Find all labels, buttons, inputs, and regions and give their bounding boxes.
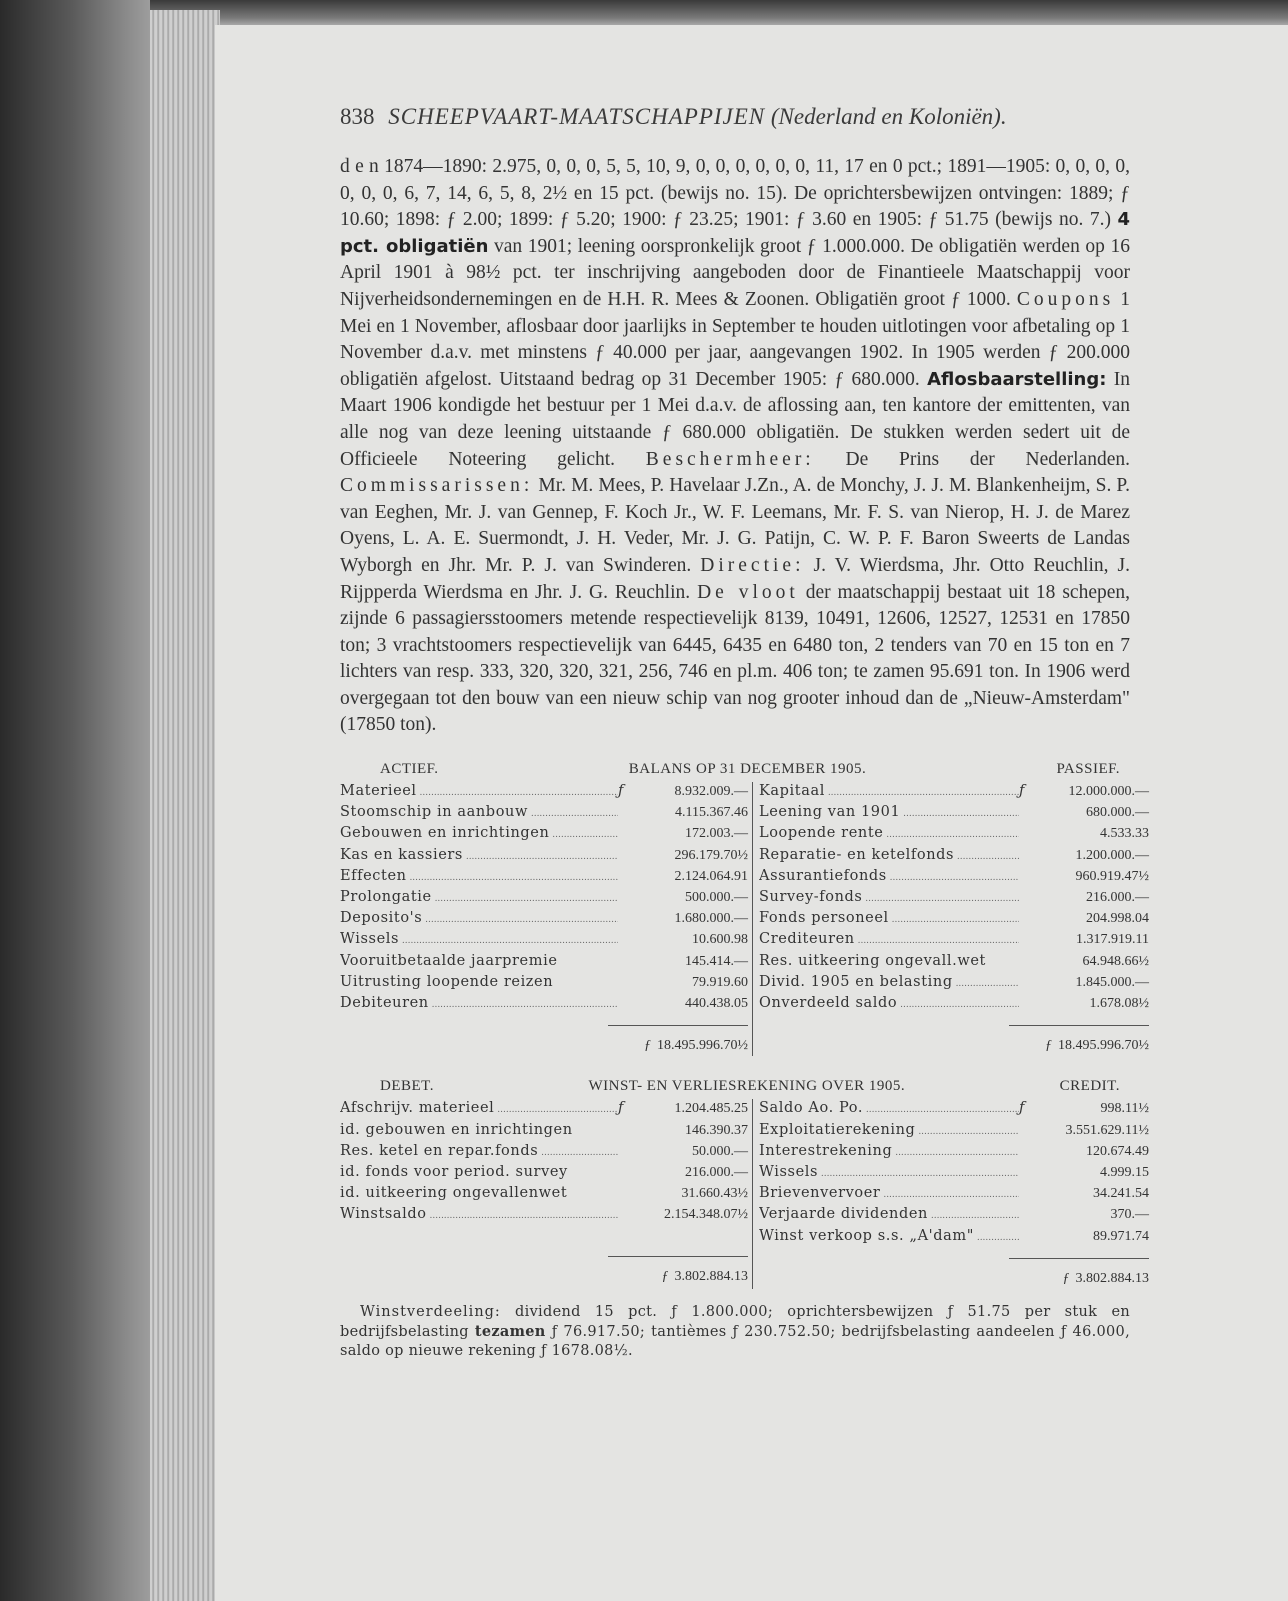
row-value: 1.680.000.— xyxy=(674,911,748,927)
table-row xyxy=(759,994,1149,1015)
row-label: Winst verkoop s.s. „A'dam" ..... xyxy=(759,1227,1019,1248)
table-row xyxy=(759,909,1149,930)
dividend-history-text: d e n 1874—1890: 2.975, 0, 0, 0, 5, 5, 10, 9, 0, 0, 0, 0, 0, 0, 11, 17 en 0 pct.; 1891—1905: 0, 0, 0, 0, 0, 0, 0, 6, 7, 14, 6, 5, 8, 2½ en 15 pct. (bewijs no. 15). De oprichtersbewijzen ontvingen: 1889; ƒ 10.60; 1898: ƒ 2.00; 1899: ƒ 5.20; 1900: ƒ 23.25; 1901: ƒ 3.60 en 1905: ƒ 51.75 (bewijs no. 7.) xyxy=(340,156,1130,231)
currency-symbol xyxy=(618,1205,630,1226)
table-row xyxy=(340,973,748,994)
spacer xyxy=(340,1227,748,1246)
table-row xyxy=(340,782,748,803)
row-value: 1.204.485.25 xyxy=(674,1101,748,1117)
row-label: id. uitkeering ongevallenwet xyxy=(340,1185,568,1202)
table-row xyxy=(340,867,748,888)
table-row xyxy=(340,1121,748,1142)
table-row xyxy=(759,846,1149,867)
debet-heading: DEBET. xyxy=(380,1078,434,1095)
currency-symbol xyxy=(618,1121,630,1142)
table-row xyxy=(759,803,1149,824)
balance-sheet-heading xyxy=(340,761,1130,778)
row-label: Gebouwen en inrichtingen ..... xyxy=(340,824,618,845)
currency-symbol xyxy=(618,909,630,930)
row-value: 216.000.— xyxy=(685,1164,748,1180)
table-row xyxy=(340,952,748,973)
running-header xyxy=(340,104,1130,130)
currency-symbol xyxy=(1019,867,1031,888)
row-value: 500.000.— xyxy=(685,890,748,906)
table-row xyxy=(340,1163,748,1184)
row-value: 1.317.919.11 xyxy=(1076,932,1149,948)
currency-symbol xyxy=(1019,1184,1031,1205)
row-value: 145.414.— xyxy=(685,953,748,969)
total-value: 3.802.884.13 xyxy=(674,1268,748,1284)
row-value: 120.674.49 xyxy=(1086,1143,1149,1159)
row-value: 4.533.33 xyxy=(1100,826,1149,842)
table-row xyxy=(759,973,1149,994)
row-label: Assurantiefonds ..... xyxy=(759,867,1019,888)
row-label: Res. ketel en repar.fonds ..... xyxy=(340,1142,618,1163)
currency-symbol: ƒ xyxy=(618,1100,624,1117)
table-row xyxy=(340,803,748,824)
currency-symbol xyxy=(1019,803,1031,824)
row-label: Loopende rente ..... xyxy=(759,824,1019,845)
row-label: Divid. 1905 en belasting ..... xyxy=(759,973,1019,994)
row-value: 89.971.74 xyxy=(1093,1228,1149,1244)
row-value: 296.179.70½ xyxy=(674,847,748,863)
row-value: 2.154.348.07½ xyxy=(664,1207,748,1223)
profit-loss-account xyxy=(340,1078,1149,1288)
currency-symbol xyxy=(618,846,630,867)
commissarissen-text: Mr. M. Mees, P. Havelaar J.Zn., A. de Monchy, J. J. M. Blankenheijm, S. P. van Eeghen, Mr. J. van Gennep, F. Koch Jr., W. F. Leemans, Mr. F. S. van Nierop, H. J. de Marez Oyens, L. A. E. Suermondt, J. H. Veder, Mr. J. G. Patijn, C. W. P. F. Baron Sweerts de Landas Wyborgh en Jhr. Mr. P. J. van Swinderen. xyxy=(340,475,1130,576)
page-number: 838 xyxy=(340,104,375,129)
table-row xyxy=(759,782,1149,803)
table-row xyxy=(340,846,748,867)
table-row xyxy=(759,1163,1149,1184)
row-value: 4.115.367.46 xyxy=(675,805,748,821)
row-label: Deposito's ..... xyxy=(340,909,618,930)
row-label: Wissels ..... xyxy=(340,930,618,951)
row-label: Kas en kassiers ..... xyxy=(340,846,618,867)
row-label: Stoomschip in aanbouw ..... xyxy=(340,803,618,824)
currency-symbol xyxy=(1019,888,1031,909)
row-value: 79.919.60 xyxy=(692,974,748,990)
table-row xyxy=(340,930,748,951)
row-value: 1.678.08½ xyxy=(1089,996,1149,1012)
row-value: 1.200.000.— xyxy=(1075,847,1149,863)
row-label: Debiteuren ..... xyxy=(340,994,618,1015)
table-row xyxy=(759,1205,1149,1226)
row-label: Leening van 1901 ..... xyxy=(759,803,1019,824)
row-label: Materieel ..... xyxy=(340,782,618,803)
currency-symbol xyxy=(618,1142,630,1163)
currency-symbol: ƒ xyxy=(1062,1270,1070,1286)
row-value: 64.948.66½ xyxy=(1082,953,1149,969)
currency-symbol xyxy=(1019,909,1031,930)
table-row xyxy=(759,1121,1149,1142)
credit-total xyxy=(759,1271,1149,1289)
currency-symbol xyxy=(1019,824,1031,845)
currency-symbol: ƒ xyxy=(1019,783,1025,800)
debet-total xyxy=(340,1269,748,1287)
directie-label: Directie: xyxy=(700,554,805,576)
currency-symbol xyxy=(618,1163,630,1184)
row-label: Crediteuren ..... xyxy=(759,930,1019,951)
row-label: Wissels ..... xyxy=(759,1163,1019,1184)
currency-symbol xyxy=(618,1184,630,1205)
currency-symbol xyxy=(618,867,630,888)
row-label: Winstsaldo ..... xyxy=(340,1205,618,1226)
row-label: Reparatie- en ketelfonds ..... xyxy=(759,846,1019,867)
row-label: Onverdeeld saldo ..... xyxy=(759,994,1019,1015)
loan-text: van 1901; leening oorspronkelijk groot ƒ 1.000.000. De obligatiën werden op 16 April 1901 à 98½ pct. ter inschrijving aangeboden door de Finantieele Maatschappij voor Nijverheidsondernemingen en de H.H. R. Mees & Zoonen. Obligatiën groot ƒ 1000. xyxy=(340,235,1131,310)
currency-symbol xyxy=(1019,1121,1031,1142)
row-value: 2.124.064.91 xyxy=(674,868,748,884)
row-value: 440.438.05 xyxy=(685,996,748,1012)
debet-column xyxy=(340,1099,753,1288)
actief-total xyxy=(340,1038,748,1056)
row-label: Res. uitkeering ongevall.wet xyxy=(759,952,986,969)
currency-symbol xyxy=(618,824,630,845)
row-value: 998.11½ xyxy=(1100,1101,1149,1117)
total-rule xyxy=(340,1256,748,1257)
coupons-label: Coupons xyxy=(1016,288,1115,310)
total-value: 3.802.884.13 xyxy=(1075,1270,1149,1286)
table-row xyxy=(759,1142,1149,1163)
currency-symbol xyxy=(618,803,630,824)
row-value: 960.919.47½ xyxy=(1075,868,1149,884)
row-label: id. fonds voor period. survey xyxy=(340,1163,568,1180)
actief-column xyxy=(340,782,753,1056)
passief-heading: PASSIEF. xyxy=(1056,761,1120,778)
table-row xyxy=(340,1205,748,1226)
row-label: Verjaarde dividenden ..... xyxy=(759,1205,1019,1226)
row-value: 680.000.— xyxy=(1086,805,1149,821)
row-value: 370.— xyxy=(1110,1207,1149,1223)
obligatien-heading: 4 pct. obligatiën xyxy=(340,209,1130,257)
currency-symbol xyxy=(618,888,630,909)
currency-symbol xyxy=(1019,1163,1031,1184)
row-value: 1.845.000.— xyxy=(1075,974,1149,990)
table-row xyxy=(759,1099,1149,1120)
page-content xyxy=(340,104,1149,1361)
aflosbaarstelling-heading: Aflosbaarstelling: xyxy=(927,368,1107,390)
table-row xyxy=(340,1142,748,1163)
table-row xyxy=(759,930,1149,951)
row-value: 4.999.15 xyxy=(1100,1164,1149,1180)
commissarissen-label: Commissarissen: xyxy=(340,475,534,497)
credit-column xyxy=(753,1099,1149,1288)
table-row xyxy=(759,867,1149,888)
credit-heading: CREDIT. xyxy=(1059,1078,1120,1095)
total-rule xyxy=(340,1025,748,1026)
row-value: 50.000.— xyxy=(692,1143,748,1159)
directie-text: J. V. Wierdsma, Jhr. Otto Reuchlin, J. Rijpperda Wierdsma en Jhr. J. G. Reuchlin. xyxy=(340,554,1130,603)
table-row xyxy=(340,824,748,845)
table-row xyxy=(340,1184,748,1205)
row-value: 10.600.98 xyxy=(692,932,748,948)
page-edges xyxy=(150,10,220,1601)
currency-symbol: ƒ xyxy=(1019,1100,1025,1117)
currency-symbol xyxy=(618,952,630,973)
beschermheer-text: De Prins der Nederlanden. xyxy=(814,448,1130,470)
balans-title: BALANS OP 31 DECEMBER 1905. xyxy=(628,761,867,778)
row-label: Exploitatierekening ..... xyxy=(759,1121,1019,1142)
row-value: 204.998.04 xyxy=(1086,911,1149,927)
currency-symbol: ƒ xyxy=(661,1268,669,1284)
row-value: 146.390.37 xyxy=(685,1122,748,1138)
beschermheer-label: Beschermheer: xyxy=(645,448,815,470)
currency-symbol xyxy=(1019,994,1031,1015)
row-label: Effecten ..... xyxy=(340,867,618,888)
row-value: 172.003.— xyxy=(685,826,748,842)
currency-symbol xyxy=(618,973,630,994)
currency-symbol xyxy=(618,994,630,1015)
total-value: 18.495.996.70½ xyxy=(657,1038,748,1054)
currency-symbol xyxy=(1019,973,1031,994)
table-row xyxy=(340,888,748,909)
aflosbaarstelling-text: In Maart 1906 kondigde het bestuur per 1 Mei d.a.v. de aflossing aan, ten kantore der emittenten, van alle nog van deze leening uitstaande ƒ 680.000 obligatiën. De stukken werden sedert uit de Officieele Noteering gelicht. xyxy=(340,368,1130,470)
row-label: Brievenvervoer ..... xyxy=(759,1184,1019,1205)
row-label: Afschrijv. materieel ..... xyxy=(340,1099,618,1120)
redemption-text: 1 Mei en 1 November, aflosbaar door jaarlijks in September te houden uitlotingen voor afbetaling op 1 November d.a.v. met minstens ƒ 40.000 per jaar, aangevangen 1902. In 1905 werden ƒ 200.000 obligatiën afgelost. Uitstaand bedrag op 31 December 1905: ƒ 680.000. xyxy=(340,288,1131,390)
row-label: Saldo Ao. Po. ..... xyxy=(759,1099,1019,1120)
section-subtitle: (Nederland en Koloniën). xyxy=(770,104,1007,129)
winst-verlies-title: WINST- EN VERLIESREKENING OVER 1905. xyxy=(588,1078,906,1095)
table-row xyxy=(340,994,748,1015)
footnote-text: ƒ 76.917.50; tantièmes ƒ 230.752.50; bedrijfsbelasting aandeelen ƒ 46.000, saldo op nieuwe rekening ƒ 1678.08½. xyxy=(340,1323,1130,1359)
row-value: 31.660.43½ xyxy=(681,1186,748,1202)
table-row xyxy=(759,888,1149,909)
currency-symbol xyxy=(1019,1227,1031,1248)
row-value: 216.000.— xyxy=(1086,890,1149,906)
passief-total xyxy=(759,1038,1149,1056)
row-label: Fonds personeel ..... xyxy=(759,909,1019,930)
currency-symbol xyxy=(1019,846,1031,867)
profit-distribution-note xyxy=(340,1303,1130,1361)
row-label: Kapitaal ..... xyxy=(759,782,1019,803)
row-value: 3.551.629.11½ xyxy=(1065,1122,1149,1138)
currency-symbol xyxy=(1019,952,1031,973)
fleet-text: der maatschappij bestaat uit 18 schepen, zijnde 6 passagiersstoomers metende respectievelijk 8139, 10491, 12606, 12527, 12531 en 17850 ton; 3 vrachtstoomers respectievelijk van 6445, 6435 en 6480 ton, 2 tenders van 70 en 15 ton en 7 lichters van resp. 333, 320, 320, 321, 256, 746 en pl.m. 406 ton; te zamen 95.691 ton. In 1906 werd overgegaan tot den bouw van een nieuw schip van nog grooter inhoud dan de „Nieuw-Amsterdam" (17850 ton). xyxy=(340,581,1130,736)
currency-symbol xyxy=(1019,1205,1031,1226)
total-rule xyxy=(759,1258,1149,1259)
tezamen-emphasis: tezamen xyxy=(474,1322,546,1340)
row-label: Vooruitbetaalde jaarpremie xyxy=(340,952,558,969)
row-label: Survey-fonds ..... xyxy=(759,888,1019,909)
table-row xyxy=(759,824,1149,845)
currency-symbol: ƒ xyxy=(1045,1038,1052,1054)
row-value: 8.932.009.— xyxy=(674,784,748,800)
actief-heading: ACTIEF. xyxy=(380,761,439,778)
currency-symbol xyxy=(618,930,630,951)
currency-symbol xyxy=(1019,930,1031,951)
currency-symbol xyxy=(1019,1142,1031,1163)
footnote-text: dividend 15 pct. ƒ 1.800.000; oprichtersbewijzen ƒ 51.75 per stuk en bedrijfsbelasting xyxy=(340,1303,1130,1340)
table-row xyxy=(759,1227,1149,1248)
passief-column xyxy=(753,782,1149,1056)
vloot-label: De vloot xyxy=(697,581,799,603)
total-value: 18.495.996.70½ xyxy=(1058,1038,1149,1054)
row-value: 12.000.000.— xyxy=(1068,784,1149,800)
section-title: SCHEEPVAART-MAATSCHAPPIJEN xyxy=(388,104,766,129)
row-value: 34.241.54 xyxy=(1093,1186,1149,1202)
currency-symbol: ƒ xyxy=(644,1038,651,1054)
row-label: Uitrusting loopende reizen xyxy=(340,973,554,990)
row-label: id. gebouwen en inrichtingen xyxy=(340,1121,573,1138)
row-label: Prolongatie ..... xyxy=(340,888,618,909)
profit-loss-heading xyxy=(340,1078,1130,1095)
row-label: Interestrekening ..... xyxy=(759,1142,1019,1163)
total-rule xyxy=(759,1025,1149,1026)
table-row xyxy=(759,1184,1149,1205)
winstverdeeling-label: Winstverdeeling: xyxy=(360,1303,501,1320)
balance-sheet xyxy=(340,761,1149,1056)
table-row xyxy=(340,909,748,930)
company-description xyxy=(340,154,1130,739)
table-row xyxy=(340,1099,748,1120)
currency-symbol: ƒ xyxy=(618,783,624,800)
table-row xyxy=(759,952,1149,973)
